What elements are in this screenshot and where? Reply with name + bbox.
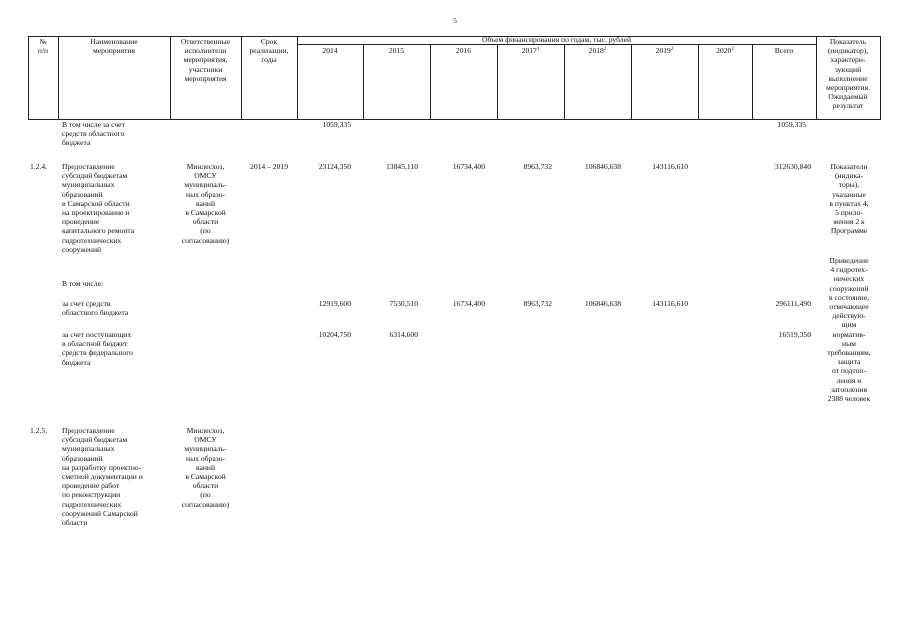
header-name: Наименование мероприятия — [90, 37, 138, 56]
cell-2014: 10204,750 — [318, 330, 351, 339]
row-name: за счет средств областного бюджета — [62, 299, 129, 318]
header-year-2017: 2017$^1$ — [521, 46, 540, 55]
cell-2018: 106846,638 — [584, 162, 621, 171]
header-executors: Ответственные исполнители мероприятия, участники мероприятия — [180, 37, 231, 83]
cell-2018: 106846,638 — [584, 299, 621, 308]
page-number: 5 — [453, 16, 457, 25]
cell-2015: 6314,600 — [389, 330, 418, 339]
cell-total: 16519,350 — [778, 330, 811, 339]
header-term: Срок реализации, годы — [249, 37, 289, 65]
row-name: Предоставление субсидий бюджетам муниципальных образований на разработку проектно- сметной документации и проведение работ по реконструкции гидротехнических сооружений Самарской области — [62, 426, 143, 528]
row-name: Предоставление субсидий бюджетам муниципальных образований в Самарской области на проектирование и проведение капитального ремонта гидротехнических сооружений — [62, 162, 135, 254]
header-year-2016: 2016 — [455, 46, 472, 55]
row-number: 1.2.5. — [30, 426, 48, 435]
row-name: В том числе: — [62, 279, 104, 288]
cell-2014: 23124,350 — [318, 162, 351, 171]
cell-2016: 16734,400 — [452, 162, 485, 171]
row-indicator: Показатели (индика- торы), указанные в пунктах 4, 5 прило- жения 2 к Программе — [829, 162, 869, 236]
row-executors: Минлесхоз, ОМСУ муниципаль- ных образо- ваний в Самарской области (по согласованию) — [181, 426, 230, 509]
header-year-2019: 2019$^2$ — [655, 46, 674, 55]
row-number: 1.2.4. — [30, 162, 48, 171]
header-funding-group: Объем финансирования по годам, тыс. рублей — [481, 35, 632, 44]
cell-2019: 143116,610 — [652, 299, 688, 308]
cell-total: 312630,840 — [774, 162, 811, 171]
cell-total: 296111,490 — [775, 299, 811, 308]
cell-2017: 8963,732 — [523, 162, 552, 171]
row-executors: Минлесхоз, ОМСУ муниципаль- ных образо- ваний в Самарской области (по согласованию) — [181, 162, 230, 245]
cell-2019: 143116,610 — [652, 162, 688, 171]
row-term: 2014 – 2019 — [250, 162, 288, 171]
header-year-2020: 2020$^2$ — [716, 46, 734, 55]
header-year-2014: 2014 — [322, 46, 338, 55]
header-indicator: Показатель (индикатор), характери- зующий выполнение мероприятия. Ожидаемый результат — [826, 37, 870, 111]
row-name: за счет поступающих в областной бюджет средств федерального бюджета — [62, 330, 133, 367]
cell-2017: 8963,732 — [523, 299, 552, 308]
cell-total: 1059,335 — [777, 120, 806, 129]
cell-2014: 12919,600 — [318, 299, 351, 308]
cell-2015: 13845,110 — [386, 162, 418, 171]
cell-2014: 1059,335 — [322, 120, 351, 129]
header-number: № п/п — [37, 37, 49, 56]
header-year-2018: 2018$^2$ — [588, 46, 607, 55]
header-year-2015: 2015 — [388, 46, 405, 55]
row-expected-result: Приведение 4 гидротех- нических сооружений в состояние, отвечающее действую- щим норматив- ным требованиям, защита от подтоп- ления и затопления 2388 человек — [827, 256, 871, 404]
cell-2016: 16734,400 — [452, 299, 485, 308]
row-name: В том числе за счет средств областного бюджета — [62, 120, 125, 148]
header-total: Всего — [774, 46, 794, 55]
cell-2015: 7530,510 — [389, 299, 418, 308]
